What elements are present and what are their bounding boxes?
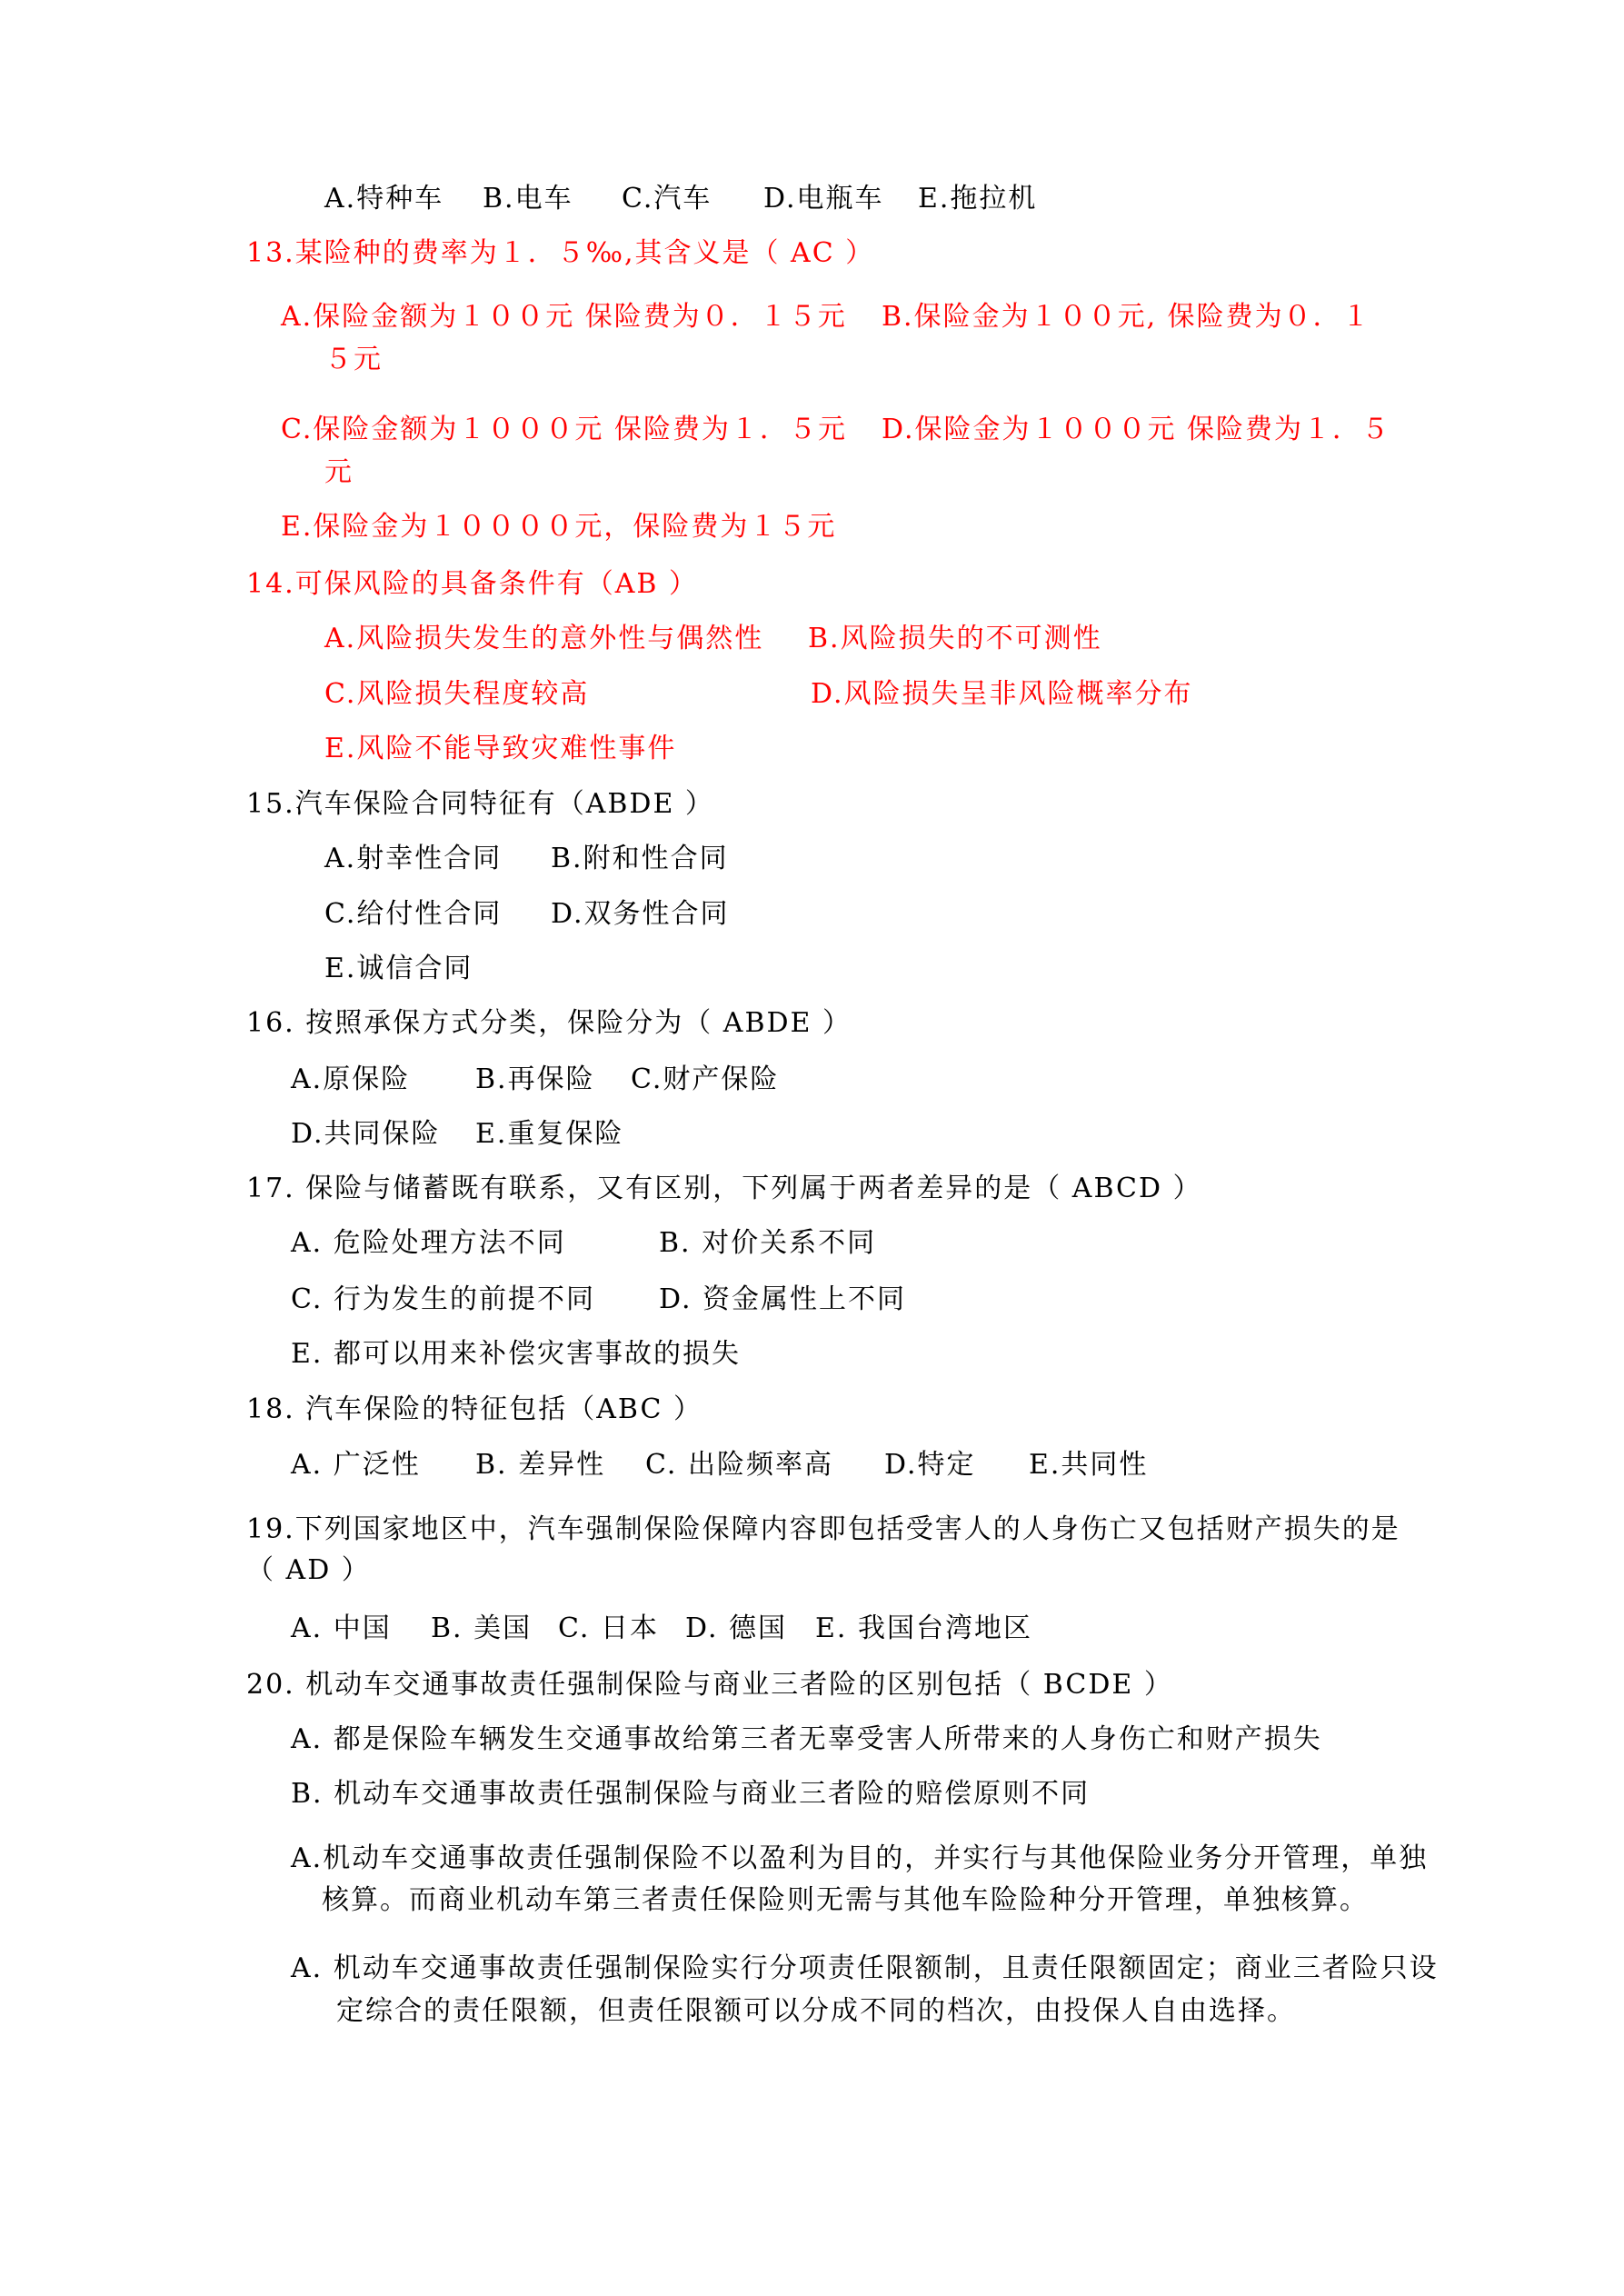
question-19-option-e: E. 我国台湾地区 xyxy=(815,1612,1032,1644)
question-20-option-3: A.机动车交通事故责任强制保险不以盈利为目的，并实行与其他保险业务分开管理，单独 xyxy=(291,1842,1429,1874)
question-20-option-3-wrap: 核算。而商业机动车第三者责任保险则无需与其他车险险种分开管理，单独核算。 xyxy=(322,1884,1369,1916)
question-13-option-a: A.保险金额为１００元 保险费为０．１５元 xyxy=(281,301,847,333)
question-14-option-d: D.风险损失呈非风险概率分布 xyxy=(811,678,1193,710)
question-18-stem: 18. 汽车保险的特征包括（ABC ） xyxy=(246,1393,703,1425)
question-18-option-c: C. 出险频率高 xyxy=(645,1449,833,1481)
question-19-option-d: D. 德国 xyxy=(685,1612,788,1644)
question-15-stem: 15.汽车保险合同特征有（ABDE ） xyxy=(246,788,714,820)
question-18-option-b: B. 差异性 xyxy=(475,1449,606,1481)
question-14-option-a: A.风险损失发生的意外性与偶然性 xyxy=(324,623,764,654)
question-19-option-b: B. 美国 xyxy=(431,1612,533,1644)
question-13-option-d: D.保险金为１０００元 保险费为１．５ xyxy=(882,414,1391,445)
question-13-option-c: C.保险金额为１０００元 保险费为１．５元 xyxy=(281,414,847,445)
question-16-option-a: A.原保险 xyxy=(291,1063,411,1095)
question-18-option-a: A. 广泛性 xyxy=(291,1449,421,1481)
question-20-option-4: A. 机动车交通事故责任强制保险实行分项责任限额制，且责任限额固定；商业三者险只设 xyxy=(291,1952,1439,1984)
question-16-option-e: E.重复保险 xyxy=(475,1118,624,1150)
question-15-option-b: B.附和性合同 xyxy=(551,843,729,874)
question-18-option-d: D.特定 xyxy=(884,1449,976,1481)
question-19-stem: 19.下列国家地区中，汽车强制保险保障内容即包括受害人的人身伤亡又包括财产损失的是 xyxy=(246,1513,1400,1545)
question-17-option-b: B. 对价关系不同 xyxy=(659,1227,877,1259)
question-17-stem: 17. 保险与储蓄既有联系，又有区别，下列属于两者差异的是（ ABCD ） xyxy=(246,1173,1202,1204)
question-13-option-e: E.保险金为１００００元，保险费为１５元 xyxy=(281,511,837,543)
question-16-option-c: C.财产保险 xyxy=(631,1063,780,1095)
question-13-option-d-wrap: 元 xyxy=(324,456,354,488)
previous-question-option-d: D.电瓶车 xyxy=(763,183,884,215)
question-19-option-a: A. 中国 xyxy=(291,1612,392,1644)
question-15-option-e: E.诚信合同 xyxy=(324,953,473,984)
previous-question-option-c: C.汽车 xyxy=(622,183,712,215)
question-19-stem-wrap: （ AD ） xyxy=(246,1554,371,1586)
question-13-option-b: B.保险金为１００元, 保险费为０．１ xyxy=(882,301,1371,333)
question-14-option-b: B.风险损失的不可测性 xyxy=(808,623,1102,654)
question-16-stem: 16. 按照承保方式分类，保险分为（ ABDE ） xyxy=(246,1007,852,1039)
question-20-stem: 20. 机动车交通事故责任强制保险与商业三者险的区别包括（ BCDE ） xyxy=(246,1669,1173,1701)
question-15-option-a: A.射幸性合同 xyxy=(324,843,503,874)
question-17-option-e: E. 都可以用来补偿灾害事故的损失 xyxy=(291,1338,741,1370)
question-16-option-b: B.再保险 xyxy=(475,1063,595,1095)
previous-question-option-a: A.特种车 xyxy=(324,183,444,215)
question-14-option-e: E.风险不能导致灾难性事件 xyxy=(324,733,677,764)
question-15-option-c: C.给付性合同 xyxy=(324,898,503,930)
question-20-option-2: B. 机动车交通事故责任强制保险与商业三者险的赔偿原则不同 xyxy=(291,1778,1091,1810)
question-20-option-1: A. 都是保险车辆发生交通事故给第三者无辜受害人所带来的人身伤亡和财产损失 xyxy=(291,1723,1322,1755)
previous-question-option-b: B.电车 xyxy=(483,183,573,215)
question-14-option-c: C.风险损失程度较高 xyxy=(324,678,590,710)
question-17-option-c: C. 行为发生的前提不同 xyxy=(291,1283,595,1315)
question-17-option-d: D. 资金属性上不同 xyxy=(659,1283,907,1315)
question-13-option-b-wrap: ５元 xyxy=(324,344,383,375)
question-15-option-d: D.双务性合同 xyxy=(551,898,730,930)
question-16-option-d: D.共同保险 xyxy=(291,1118,441,1150)
question-17-option-a: A. 危险处理方法不同 xyxy=(291,1227,566,1259)
question-14-stem: 14.可保风险的具备条件有（AB ） xyxy=(246,568,698,600)
question-19-option-c: C. 日本 xyxy=(558,1612,659,1644)
question-20-option-4-wrap: 定综合的责任限额，但责任限额可以分成不同的档次，由投保人自由选择。 xyxy=(336,1995,1296,2027)
previous-question-option-e: E.拖拉机 xyxy=(918,183,1038,215)
question-18-option-e: E.共同性 xyxy=(1029,1449,1149,1481)
question-13-stem: 13.某险种的费率为１．５‰,其含义是（ AC ） xyxy=(246,237,875,269)
